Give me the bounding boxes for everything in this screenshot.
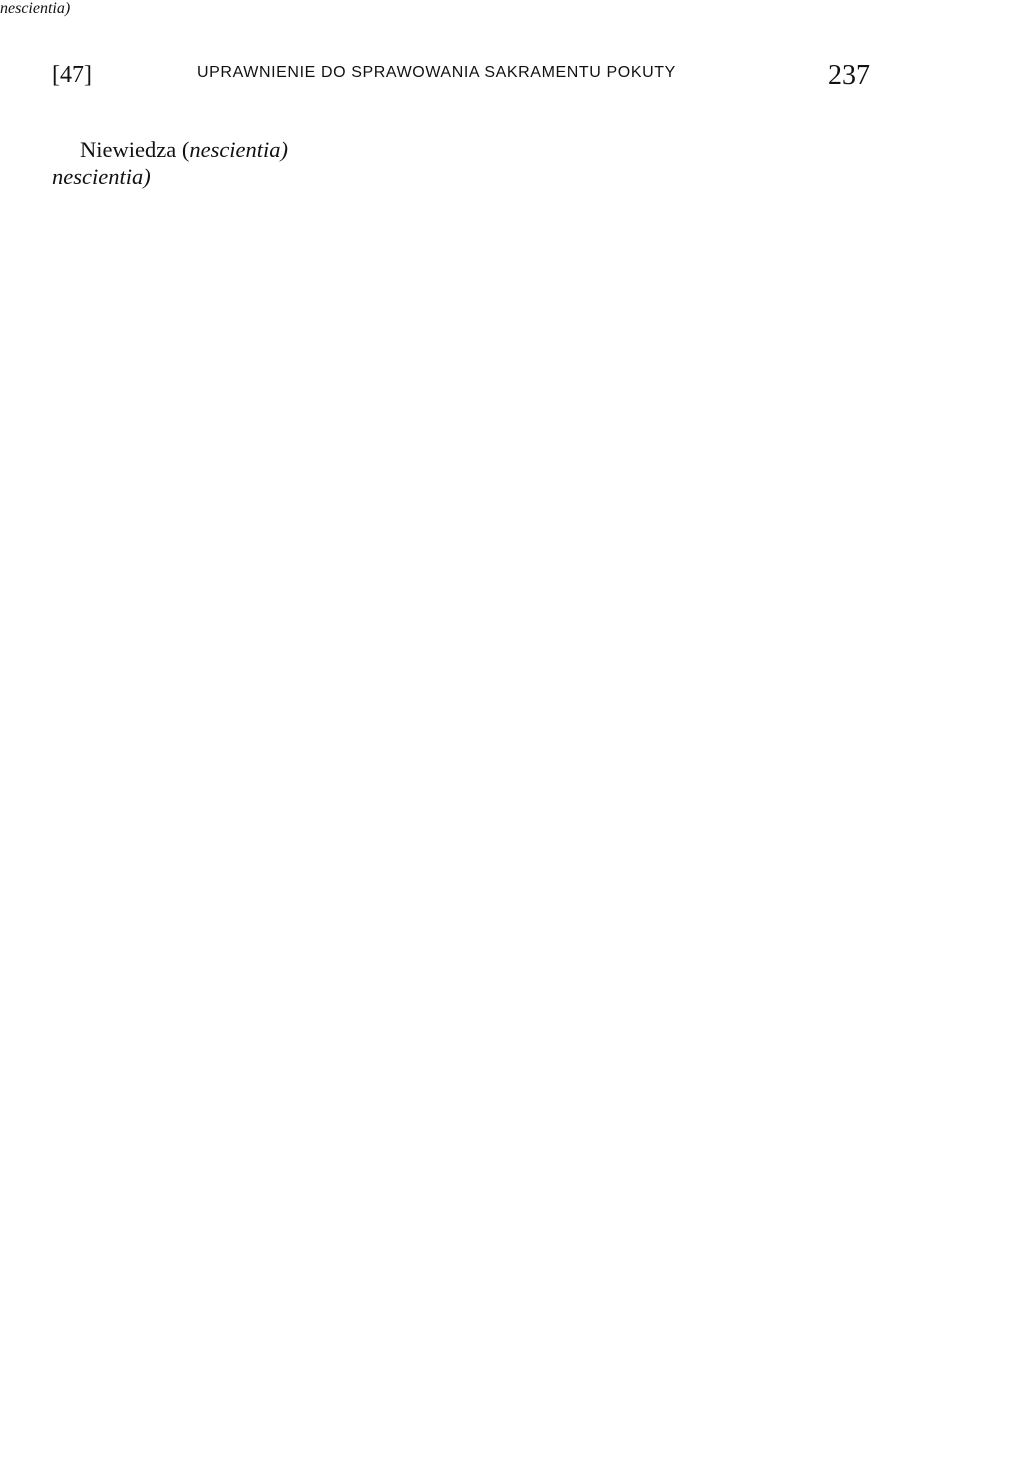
paragraph-niewiedza — [52, 136, 870, 163]
header-page-ref: [47] — [52, 62, 92, 88]
italic-term: nescientia) — [189, 137, 289, 162]
text-run: Niewiedza ( — [80, 137, 190, 162]
body-text — [52, 136, 870, 191]
italic-term: nescientia) — [52, 164, 151, 190]
running-header — [52, 58, 870, 98]
italic-term: nescientia) — [0, 0, 71, 17]
page-number: 237 — [828, 60, 870, 91]
header-title: UPRAWNIENIE DO SPRAWOWANIA SAKRAMENTU POKUTY — [197, 64, 676, 81]
